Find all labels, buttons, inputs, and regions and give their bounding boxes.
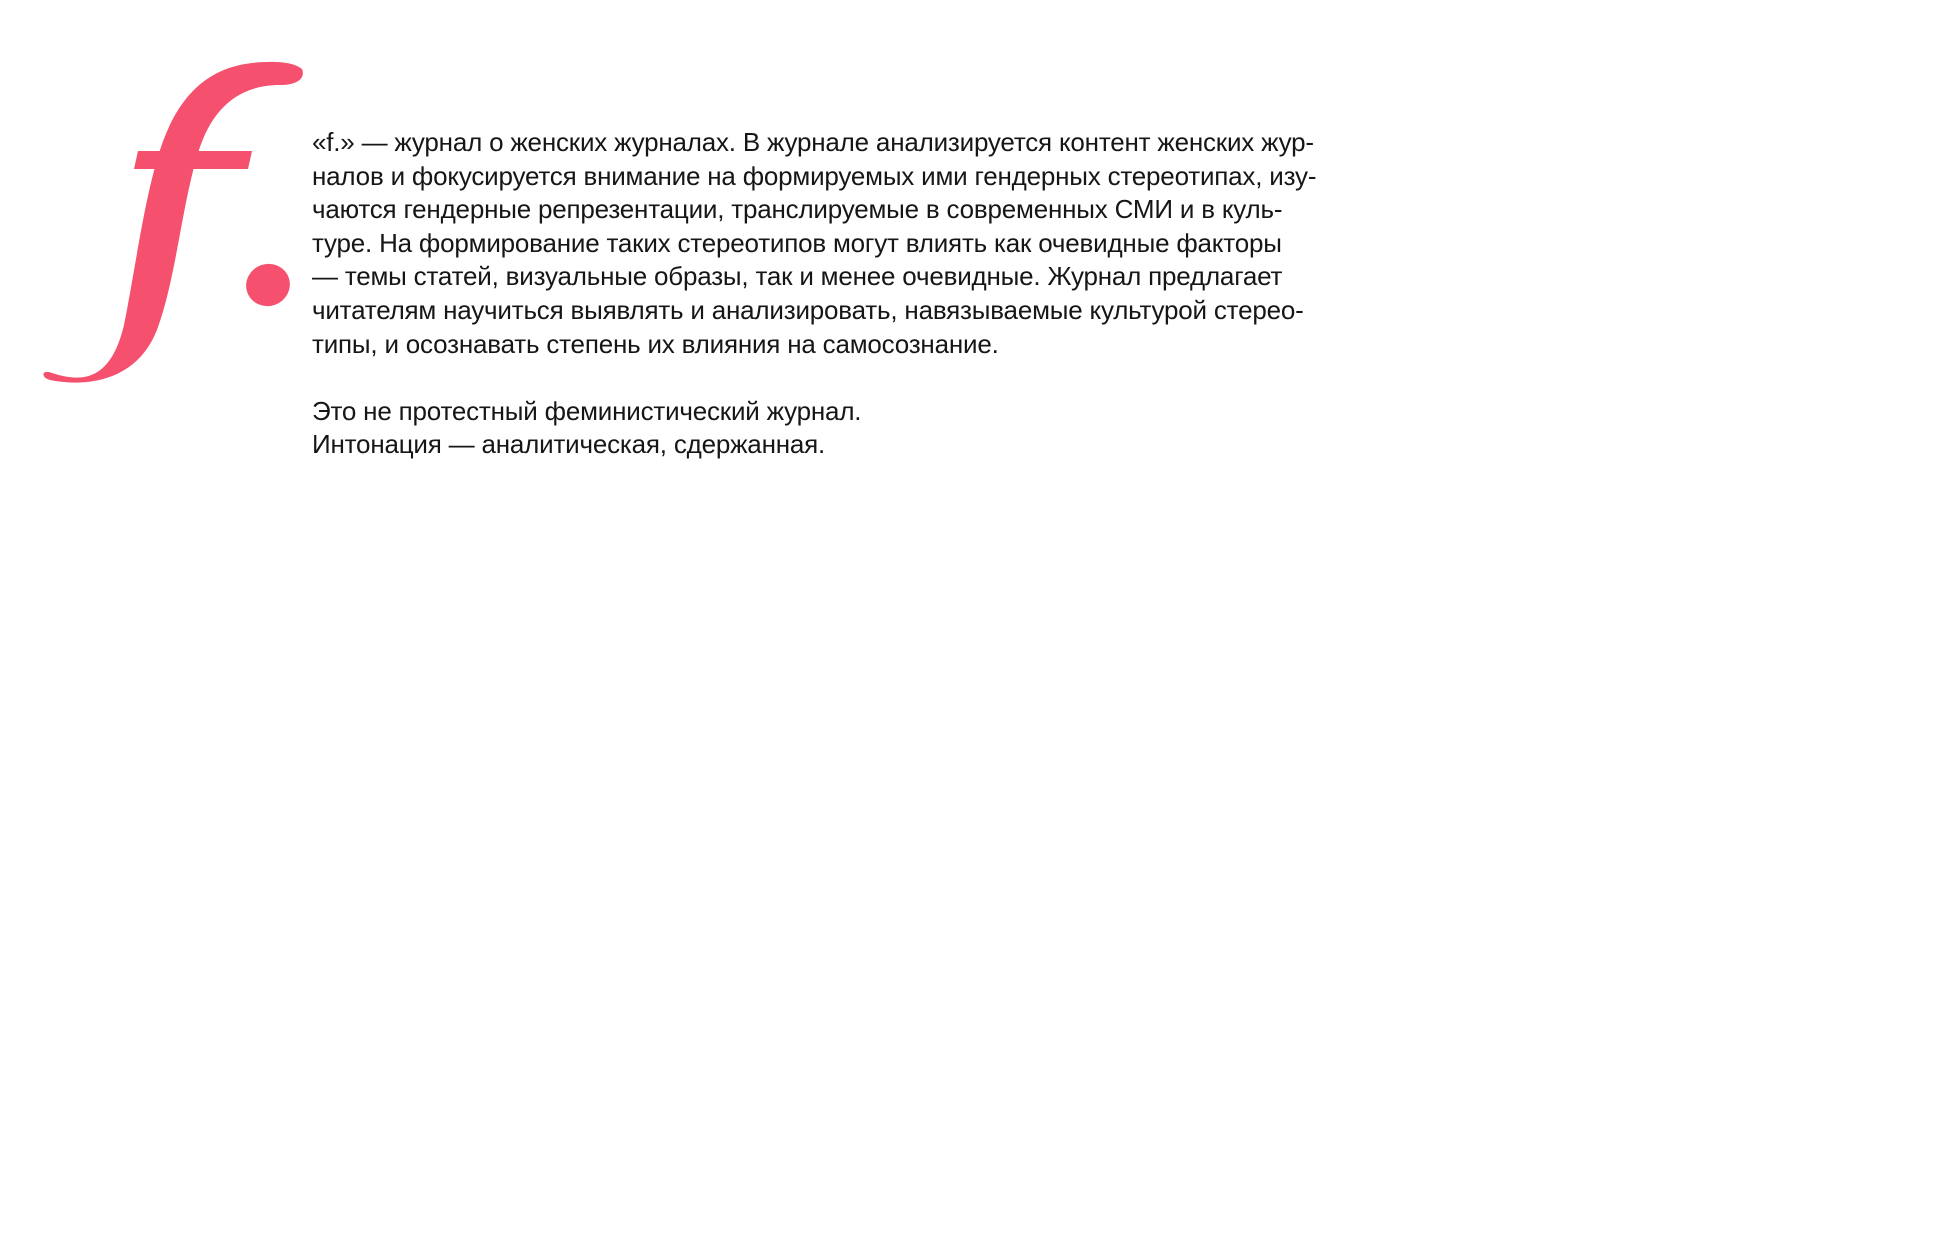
- intro-line: «f.» — журнал о женских журналах. В журнале анализируется контент женских жур-: [312, 127, 1314, 157]
- intro-line: налов и фокусируется внимание на формируемых ими гендерных стереотипах, изу-: [312, 160, 1317, 191]
- f-dot-logo-icon: [40, 55, 310, 395]
- logo-f-stem: [43, 62, 302, 383]
- logo-dot: [240, 258, 296, 313]
- intro-line: чаются гендерные репрезентации, транслируемые в современных СМИ и в куль-: [312, 194, 1283, 225]
- magazine-description: [312, 126, 1462, 462]
- statement-line: Интонация — аналитическая, сдержанная.: [312, 429, 826, 460]
- intro-line: типы, и осознавать степень их влияния на самосознание.: [312, 328, 999, 359]
- intro-line: — темы статей, визуальные образы, так и менее очевидные. Журнал предлагает: [312, 261, 1283, 292]
- statement-line: Это не протестный феминистический журнал.: [312, 395, 862, 426]
- logo-f-crossbar: [134, 151, 252, 169]
- intro-line: читателям научиться выявлять и анализировать, навязываемые культурой стерео-: [312, 294, 1304, 325]
- statement-paragraph: [312, 395, 1462, 462]
- intro-paragraph: [312, 126, 1462, 361]
- magazine-logo: [40, 55, 310, 395]
- intro-line: туре. На формирование таких стереотипов могут влиять как очевидные факторы: [312, 227, 1282, 258]
